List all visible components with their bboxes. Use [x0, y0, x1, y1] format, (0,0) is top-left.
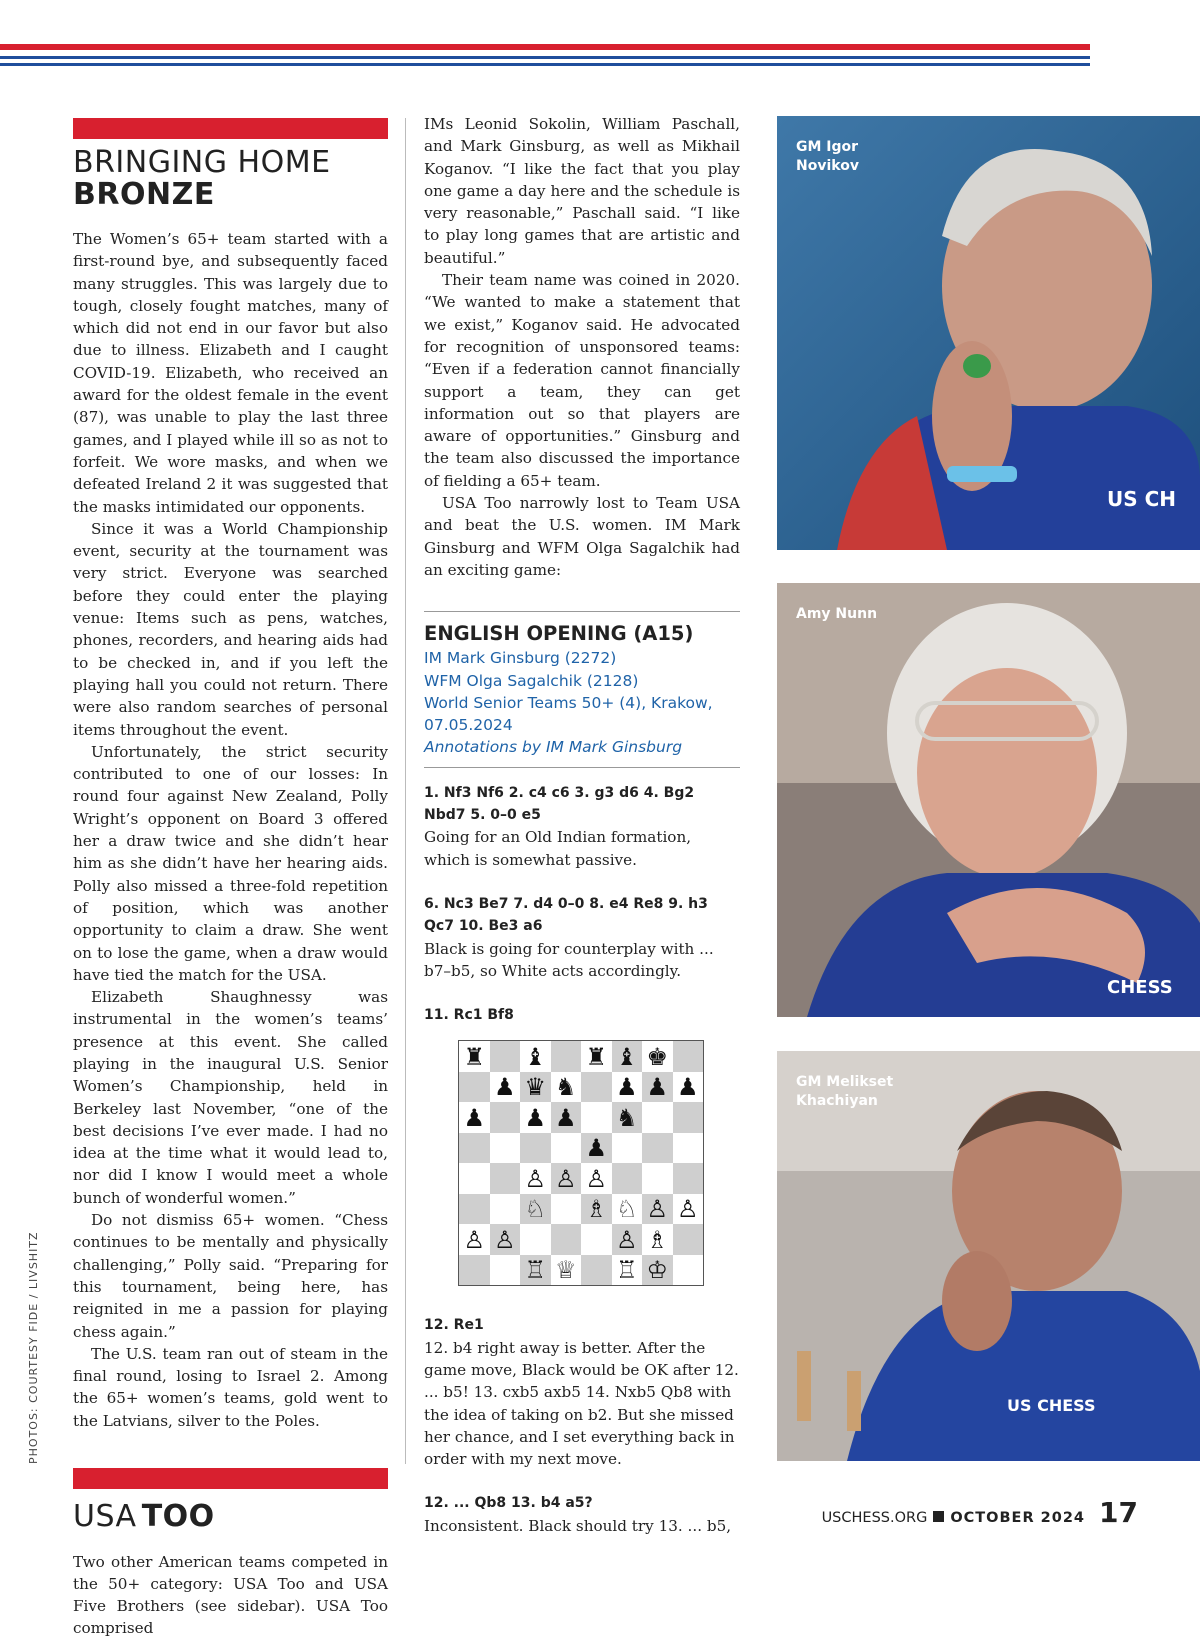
- annotation: 12. b4 right away is better. After the game move, Black would be OK after 12. ... b5! 13. cxb5 axb5 14. Nxb5 Qb8 with the idea of taking on b2. But she missed her chance, and I set everything back in order with my next move.: [424, 1338, 739, 1469]
- column-left: [73, 118, 388, 1640]
- board-square: [551, 1194, 582, 1225]
- photo-khachiyan: [777, 1051, 1200, 1461]
- board-square: [642, 1133, 673, 1164]
- game-title: ENGLISH OPENING (A15): [424, 622, 694, 646]
- section-heading-bronze: BRINGING HOME BRONZE: [73, 145, 331, 212]
- move-list: 12. Re1: [424, 1317, 484, 1334]
- board-square: ♙: [581, 1163, 612, 1194]
- paragraph: Two other American teams competed in the 50+ category: USA Too and USA Five Brothers (see sidebar). USA Too comprised: [73, 1552, 388, 1638]
- jersey-text: CHESS: [1107, 977, 1173, 998]
- game-header: [424, 647, 740, 758]
- board-square: [490, 1102, 521, 1133]
- board-square: [673, 1224, 704, 1255]
- board-square: ♜: [459, 1041, 490, 1072]
- board-square: [459, 1133, 490, 1164]
- column-middle: [424, 113, 740, 1537]
- board-square: [490, 1133, 521, 1164]
- board-square: ♙: [642, 1194, 673, 1225]
- section-bar: [73, 118, 388, 139]
- board-square: [673, 1133, 704, 1164]
- board-square: ♙: [490, 1224, 521, 1255]
- board-square: ♕: [551, 1255, 582, 1286]
- header-stripe-blue: [0, 56, 1090, 59]
- board-square: [642, 1102, 673, 1133]
- board-square: ♞: [612, 1102, 643, 1133]
- board-square: [581, 1224, 612, 1255]
- move-list: 11. Rc1 Bf8: [424, 1007, 514, 1024]
- board-square: ♛: [520, 1072, 551, 1103]
- date: 07.05.2024: [424, 716, 513, 735]
- event: World Senior Teams 50+ (4), Krakow,: [424, 693, 713, 712]
- board-square: ♗: [642, 1224, 673, 1255]
- paragraph: Since it was a World Championship event, security at the tournament was very strict. Everyone was searched before they could enter the playing venue: Items such as pens, watches, phones, recorders, and hearing aids had to be checked in, and if you left the playing hall you could not return. There were also random searches of personal items throughout the event.: [73, 519, 388, 739]
- section-heading-usa-too: USA TOO: [73, 1499, 215, 1535]
- board-square: [673, 1102, 704, 1133]
- paragraph: The Women’s 65+ team started with a first-round bye, and subsequently faced many struggles. This was largely due to tough, closely fought matches, many of which did not end in our favor but also due to illness. Elizabeth and I caught COVID-19. Elizabeth, who received an award for the oldest female in the event (87), was unable to play the last three games, and I played while ill so as not to forfeit. We wore masks, and when we defeated Ireland 2 it was suggested that the masks intimidated our opponents.: [73, 230, 388, 516]
- board-square: ♜: [581, 1041, 612, 1072]
- header-stripe-blue-2: [0, 63, 1090, 66]
- photo-caption: Amy Nunn: [796, 606, 878, 622]
- annotation: Black is going for counterplay with ... b7–b5, so White acts accordingly.: [424, 939, 714, 980]
- move-list: 6. Nc3 Be7 7. d4 0–0 8. e4 Re8 9. h3 Qc7 10. Be3 a6: [424, 895, 708, 935]
- jersey-text: US CHESS: [1007, 1396, 1096, 1415]
- white-player: IM Mark Ginsburg (2272): [424, 649, 617, 668]
- board-square: ♗: [581, 1194, 612, 1225]
- board-square: [612, 1133, 643, 1164]
- board-square: [459, 1255, 490, 1286]
- photo-credit: PHOTOS: COURTESY FIDE / LIVSHITZ: [27, 1231, 40, 1464]
- board-square: [459, 1163, 490, 1194]
- move-list: 1. Nf3 Nf6 2. c4 c6 3. g3 d6 4. Bg2 Nbd7 5. 0–0 e5: [424, 784, 695, 824]
- page-number: 17: [1099, 1496, 1138, 1529]
- paragraph: Elizabeth Shaughnessy was instrumental in the women’s teams’ presence at this event. She called playing in the inaugural U.S. Senior Women’s Championship, held in Berkeley last November, “one of the best decisions I’ve ever made. I had no idea at the time what it would lead to, nor did I know I would meet a whole bunch of wonderful women.”: [73, 988, 388, 1207]
- section-bar: [73, 1468, 388, 1489]
- board-square: ♝: [520, 1041, 551, 1072]
- square-bullet-icon: [933, 1511, 944, 1522]
- board-square: ♟: [642, 1072, 673, 1103]
- site-name: USCHESS.ORG: [821, 1510, 928, 1526]
- board-square: ♖: [520, 1255, 551, 1286]
- board-square: [551, 1133, 582, 1164]
- board-square: ♖: [612, 1255, 643, 1286]
- paragraph: The U.S. team ran out of steam in the final round, losing to Israel 2. Among the 65+ women’s teams, gold went to the Latvians, silver to the Poles.: [73, 1344, 388, 1430]
- column-divider: [405, 118, 406, 1464]
- board-square: [459, 1072, 490, 1103]
- board-square: [490, 1255, 521, 1286]
- board-square: ♟: [673, 1072, 704, 1103]
- photo-novikov: [777, 116, 1200, 550]
- board-square: ♚: [642, 1041, 673, 1072]
- board-square: ♝: [612, 1041, 643, 1072]
- paragraph: IMs Leonid Sokolin, William Paschall, and Mark Ginsburg, as well as Mikhail Koganov. “I like the fact that you play one game a day here and the schedule is very reasonable,” Paschall said. “I like to play long games that are artistic and beautiful.”: [424, 115, 740, 267]
- article-body-continued: [424, 113, 740, 581]
- board-square: ♟: [581, 1133, 612, 1164]
- photo-caption: GM Melikset Khachiyan: [796, 1074, 894, 1109]
- board-square: ♙: [612, 1224, 643, 1255]
- move-list: 12. ... Qb8 13. b4 a5?: [424, 1495, 593, 1512]
- board-square: ♟: [459, 1102, 490, 1133]
- board-square: ♙: [520, 1163, 551, 1194]
- board-square: ♙: [673, 1194, 704, 1225]
- board-square: [673, 1163, 704, 1194]
- board-square: [673, 1255, 704, 1286]
- paragraph: Do not dismiss 65+ women. “Chess continues to be mentally and physically challenging,” Polly said. “Preparing for this tournament, being here, has reignited in me a passion for playing chess again.”: [73, 1211, 388, 1341]
- board-square: [581, 1255, 612, 1286]
- annotation: Going for an Old Indian formation, which is somewhat passive.: [424, 828, 692, 869]
- header-stripe-red: [0, 44, 1090, 50]
- photo-caption: GM Igor Novikov: [796, 139, 859, 174]
- photo-nunn: [777, 583, 1200, 1017]
- issue-month: OCTOBER 2024: [950, 1510, 1086, 1526]
- board-square: [520, 1224, 551, 1255]
- board-square: ♙: [459, 1224, 490, 1255]
- page-footer: [822, 1496, 1138, 1529]
- board-square: ♞: [551, 1072, 582, 1103]
- board-square: ♟: [612, 1072, 643, 1103]
- board-square: [612, 1163, 643, 1194]
- annotation: Inconsistent. Black should try 13. ... b5,: [424, 1516, 732, 1535]
- board-square: ♘: [612, 1194, 643, 1225]
- black-player: WFM Olga Sagalchik (2128): [424, 671, 639, 690]
- board-square: [520, 1133, 551, 1164]
- board-square: [581, 1072, 612, 1103]
- paragraph: USA Too narrowly lost to Team USA and beat the U.S. women. IM Mark Ginsburg and WFM Olga Sagalchik had an exciting game:: [424, 494, 740, 579]
- board-square: [642, 1163, 673, 1194]
- article-body: [73, 228, 388, 1432]
- board-square: ♟: [551, 1102, 582, 1133]
- board-square: ♘: [520, 1194, 551, 1225]
- board-square: ♙: [551, 1163, 582, 1194]
- board-square: ♔: [642, 1255, 673, 1286]
- board-square: [459, 1194, 490, 1225]
- paragraph: Their team name was coined in 2020. “We wanted to make a statement that we exist,” Koganov said. He advocated for recognition of unsponsored teams: “Even if a federation cannot financially support a team, they can get information out so that players are aware of opportunities.” Ginsburg and the team also discussed the importance of fielding a 65+ team.: [424, 271, 740, 490]
- board-square: [490, 1041, 521, 1072]
- chess-board-diagram: [458, 1040, 704, 1286]
- board-square: [673, 1041, 704, 1072]
- board-square: [490, 1194, 521, 1225]
- board-square: ♟: [490, 1072, 521, 1103]
- annotator: Annotations by IM Mark Ginsburg: [424, 738, 683, 757]
- game-divider-top: [424, 611, 740, 612]
- board-square: [581, 1102, 612, 1133]
- board-square: ♟: [520, 1102, 551, 1133]
- jersey-text: US CH: [1107, 487, 1177, 511]
- paragraph: Unfortunately, the strict security contributed to one of our losses: In round four against New Zealand, Polly Wright’s opponent on Board 3 offered her a draw twice and she didn’t hear him as she didn’t have her hearing aids. Polly also missed a three-fold repetition of position, which was another opportunity to claim a draw. She went on to lose the game, when a draw would have tied the match for the USA.: [73, 742, 388, 984]
- board-square: [490, 1163, 521, 1194]
- board-square: [551, 1224, 582, 1255]
- board-square: [551, 1041, 582, 1072]
